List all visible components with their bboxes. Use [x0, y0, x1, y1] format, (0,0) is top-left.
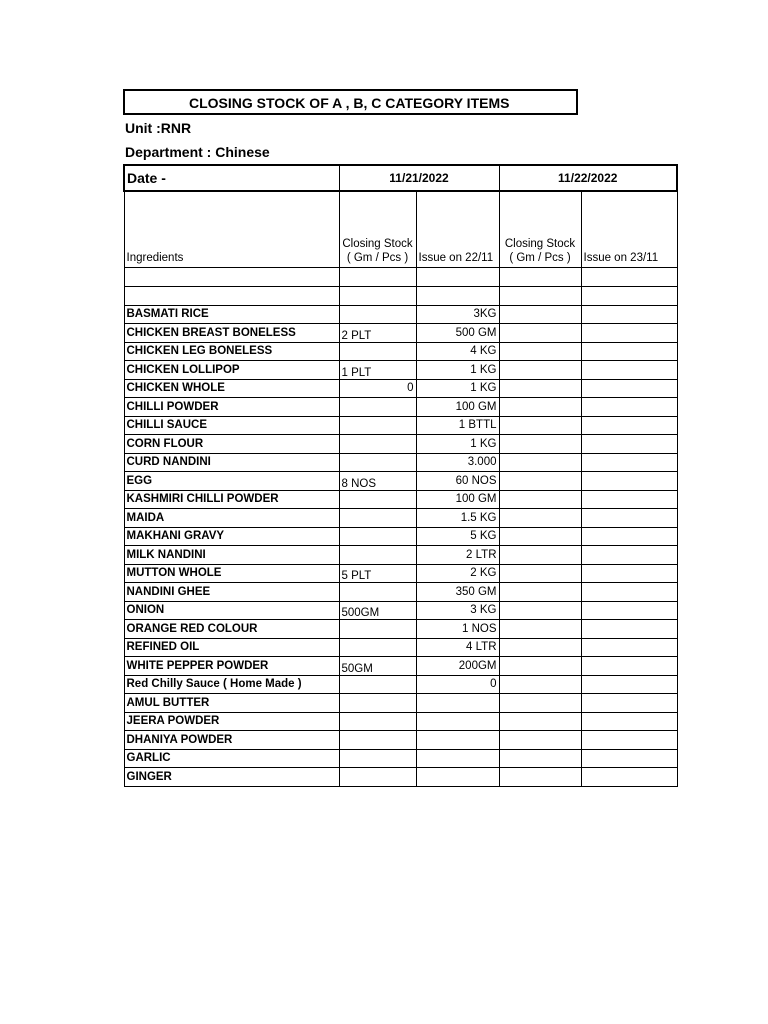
ingredient-name: MILK NANDINI — [124, 546, 339, 565]
department-label: Department : Chinese — [125, 144, 270, 160]
table-row — [124, 601, 677, 620]
issue-cell — [416, 712, 499, 731]
ingredient-name: CHICKEN LOLLIPOP — [124, 361, 339, 380]
table-row — [124, 620, 677, 639]
ingredient-name: JEERA POWDER — [124, 712, 339, 731]
closing-stock-2-cell — [499, 416, 581, 435]
issue-2-cell — [581, 675, 677, 694]
issue-cell: 100 GM — [416, 490, 499, 509]
table-row — [124, 546, 677, 565]
table-row — [124, 324, 677, 343]
ingredient-name: CURD NANDINI — [124, 453, 339, 472]
issue-cell: 1 NOS — [416, 620, 499, 639]
ingredient-name: BASMATI RICE — [124, 305, 339, 324]
issue-2-cell — [581, 472, 677, 491]
issue-cell: 2 LTR — [416, 546, 499, 565]
issue-cell: 1 KG — [416, 379, 499, 398]
ingredient-name: WHITE PEPPER POWDER — [124, 657, 339, 676]
table-row — [124, 768, 677, 787]
ingredient-name: EGG — [124, 472, 339, 491]
issue-2-cell — [581, 361, 677, 380]
table-row — [124, 564, 677, 583]
closing-stock-cell — [339, 638, 416, 657]
issue-cell: 2 KG — [416, 564, 499, 583]
closing-stock-2-cell — [499, 435, 581, 454]
closing-stock-cell — [339, 416, 416, 435]
blank-row — [124, 267, 677, 286]
ingredient-name: REFINED OIL — [124, 638, 339, 657]
stock-table — [123, 164, 678, 787]
closing-stock-cell: 500GM — [339, 601, 416, 620]
closing-stock-cell: 50GM — [339, 657, 416, 676]
issue-cell: 4 LTR — [416, 638, 499, 657]
ingredient-name: DHANIYA POWDER — [124, 731, 339, 750]
closing-stock-cell — [339, 712, 416, 731]
table-row — [124, 638, 677, 657]
table-row — [124, 657, 677, 676]
issue-2-cell — [581, 416, 677, 435]
closing-stock-cell — [339, 342, 416, 361]
issue-2-cell — [581, 638, 677, 657]
issue-cell: 3 KG — [416, 601, 499, 620]
header-issue-2: Issue on 23/11 — [581, 191, 677, 267]
issue-cell — [416, 731, 499, 750]
issue-cell: 60 NOS — [416, 472, 499, 491]
table-row — [124, 749, 677, 768]
date-row — [124, 165, 677, 191]
table-row — [124, 342, 677, 361]
issue-cell: 350 GM — [416, 583, 499, 602]
closing-stock-cell — [339, 490, 416, 509]
closing-stock-2-cell — [499, 546, 581, 565]
issue-cell: 1 KG — [416, 361, 499, 380]
ingredient-name: MAKHANI GRAVY — [124, 527, 339, 546]
header-ingredients: Ingredients — [124, 191, 339, 267]
closing-stock-2-cell — [499, 638, 581, 657]
closing-stock-2-cell — [499, 657, 581, 676]
issue-cell: 500 GM — [416, 324, 499, 343]
ingredient-name: Red Chilly Sauce ( Home Made ) — [124, 675, 339, 694]
issue-2-cell — [581, 601, 677, 620]
header-issue-1: Issue on 22/11 — [416, 191, 499, 267]
closing-stock-cell — [339, 546, 416, 565]
table-row — [124, 509, 677, 528]
date-2: 11/22/2022 — [499, 165, 677, 191]
closing-stock-cell — [339, 620, 416, 639]
ingredient-name: AMUL BUTTER — [124, 694, 339, 713]
closing-stock-2-cell — [499, 749, 581, 768]
blank-row — [124, 286, 677, 305]
header-closing-stock-2: Closing Stock ( Gm / Pcs ) — [499, 191, 581, 267]
ingredient-name: KASHMIRI CHILLI POWDER — [124, 490, 339, 509]
closing-stock-2-cell — [499, 379, 581, 398]
table-row — [124, 472, 677, 491]
issue-cell: 0 — [416, 675, 499, 694]
table-row — [124, 731, 677, 750]
closing-stock-cell: 5 PLT — [339, 564, 416, 583]
closing-stock-cell: 0 — [339, 379, 416, 398]
issue-2-cell — [581, 546, 677, 565]
issue-cell: 5 KG — [416, 527, 499, 546]
table-row — [124, 583, 677, 602]
ingredient-name: MUTTON WHOLE — [124, 564, 339, 583]
closing-stock-cell — [339, 509, 416, 528]
issue-2-cell — [581, 490, 677, 509]
issue-cell: 1 KG — [416, 435, 499, 454]
ingredient-name: NANDINI GHEE — [124, 583, 339, 602]
unit-label: Unit :RNR — [125, 120, 192, 136]
closing-stock-2-cell — [499, 324, 581, 343]
closing-stock-2-cell — [499, 768, 581, 787]
issue-2-cell — [581, 324, 677, 343]
ingredient-name: ORANGE RED COLOUR — [124, 620, 339, 639]
ingredient-name: CHICKEN LEG BONELESS — [124, 342, 339, 361]
ingredient-name: CORN FLOUR — [124, 435, 339, 454]
ingredient-name: CHICKEN WHOLE — [124, 379, 339, 398]
issue-2-cell — [581, 342, 677, 361]
header-row — [124, 191, 677, 267]
issue-2-cell — [581, 694, 677, 713]
table-row — [124, 675, 677, 694]
issue-cell: 1 BTTL — [416, 416, 499, 435]
ingredient-name: GARLIC — [124, 749, 339, 768]
ingredient-name: GINGER — [124, 768, 339, 787]
ingredient-name: MAIDA — [124, 509, 339, 528]
closing-stock-cell — [339, 675, 416, 694]
closing-stock-cell: 2 PLT — [339, 324, 416, 343]
closing-stock-cell — [339, 527, 416, 546]
closing-stock-2-cell — [499, 509, 581, 528]
ingredient-name: CHICKEN BREAST BONELESS — [124, 324, 339, 343]
issue-2-cell — [581, 583, 677, 602]
issue-2-cell — [581, 712, 677, 731]
closing-stock-2-cell — [499, 583, 581, 602]
issue-cell: 4 KG — [416, 342, 499, 361]
issue-cell — [416, 749, 499, 768]
ingredient-name: ONION — [124, 601, 339, 620]
issue-2-cell — [581, 453, 677, 472]
closing-stock-2-cell — [499, 564, 581, 583]
issue-2-cell — [581, 749, 677, 768]
closing-stock-2-cell — [499, 342, 581, 361]
table-row — [124, 398, 677, 417]
table-row — [124, 435, 677, 454]
table-row — [124, 490, 677, 509]
issue-2-cell — [581, 620, 677, 639]
closing-stock-cell — [339, 768, 416, 787]
issue-2-cell — [581, 435, 677, 454]
closing-stock-cell — [339, 398, 416, 417]
closing-stock-2-cell — [499, 694, 581, 713]
closing-stock-cell — [339, 731, 416, 750]
table-row — [124, 379, 677, 398]
issue-cell: 1.5 KG — [416, 509, 499, 528]
ingredient-name: CHILLI POWDER — [124, 398, 339, 417]
issue-cell: 3KG — [416, 305, 499, 324]
table-row — [124, 453, 677, 472]
table-row — [124, 712, 677, 731]
closing-stock-cell — [339, 453, 416, 472]
issue-cell — [416, 694, 499, 713]
issue-2-cell — [581, 527, 677, 546]
issue-cell: 3.000 — [416, 453, 499, 472]
issue-2-cell — [581, 509, 677, 528]
issue-2-cell — [581, 398, 677, 417]
sheet-title: CLOSING STOCK OF A , B, C CATEGORY ITEMS — [123, 89, 578, 115]
issue-2-cell — [581, 731, 677, 750]
closing-stock-cell — [339, 583, 416, 602]
table-row — [124, 694, 677, 713]
closing-stock-cell — [339, 749, 416, 768]
date-label: Date - — [124, 165, 339, 191]
date-1: 11/21/2022 — [339, 165, 499, 191]
closing-stock-2-cell — [499, 675, 581, 694]
issue-2-cell — [581, 379, 677, 398]
closing-stock-cell — [339, 694, 416, 713]
closing-stock-2-cell — [499, 453, 581, 472]
issue-2-cell — [581, 305, 677, 324]
closing-stock-2-cell — [499, 712, 581, 731]
issue-2-cell — [581, 768, 677, 787]
issue-cell: 200GM — [416, 657, 499, 676]
closing-stock-2-cell — [499, 305, 581, 324]
table-row — [124, 416, 677, 435]
issue-cell — [416, 768, 499, 787]
closing-stock-cell: 8 NOS — [339, 472, 416, 491]
table-row — [124, 527, 677, 546]
ingredient-name: CHILLI SAUCE — [124, 416, 339, 435]
closing-stock-cell — [339, 305, 416, 324]
closing-stock-2-cell — [499, 601, 581, 620]
closing-stock-2-cell — [499, 490, 581, 509]
closing-stock-2-cell — [499, 398, 581, 417]
closing-stock-cell — [339, 435, 416, 454]
closing-stock-2-cell — [499, 620, 581, 639]
closing-stock-cell: 1 PLT — [339, 361, 416, 380]
header-closing-stock: Closing Stock ( Gm / Pcs ) — [339, 191, 416, 267]
closing-stock-2-cell — [499, 472, 581, 491]
table-row — [124, 361, 677, 380]
closing-stock-2-cell — [499, 361, 581, 380]
issue-cell: 100 GM — [416, 398, 499, 417]
table-row — [124, 305, 677, 324]
issue-2-cell — [581, 564, 677, 583]
closing-stock-2-cell — [499, 527, 581, 546]
issue-2-cell — [581, 657, 677, 676]
closing-stock-2-cell — [499, 731, 581, 750]
